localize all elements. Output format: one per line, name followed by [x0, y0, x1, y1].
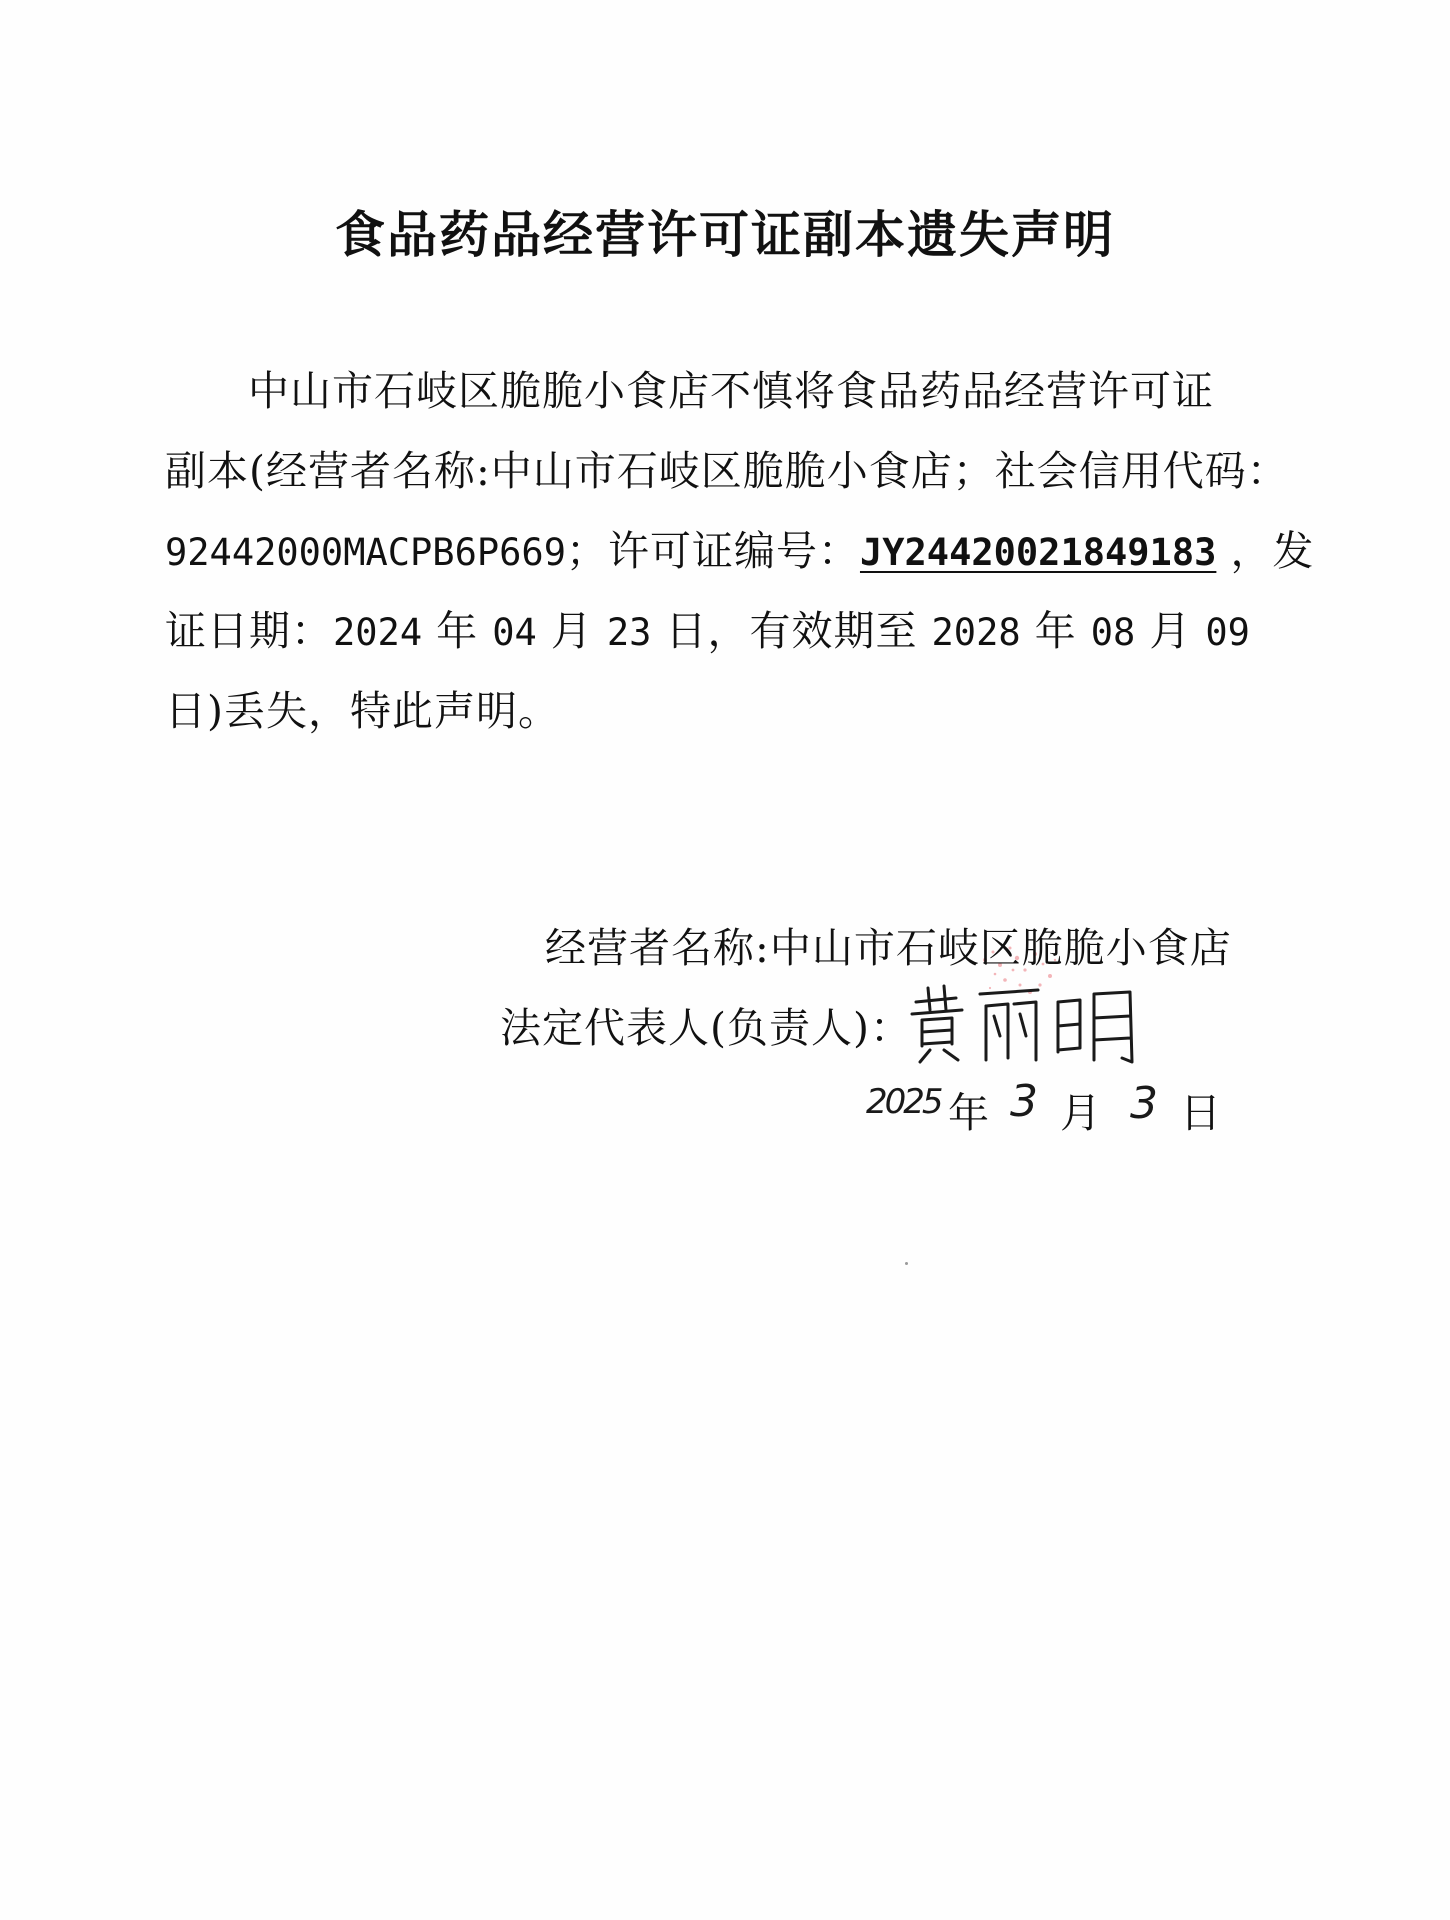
- operator-name-label: 经营者名称:中山市石岐区脆脆小食店: [545, 924, 1232, 972]
- handwritten-year: 2025: [866, 1082, 941, 1122]
- document-title: 食品药品经营许可证副本遗失声明: [335, 206, 1115, 264]
- handwritten-month: 3: [1010, 1076, 1038, 1127]
- year-char: 年: [436, 607, 479, 655]
- date-year-label: 年: [948, 1089, 989, 1137]
- valid-month: 08: [1090, 611, 1136, 654]
- issue-year: 2024: [333, 611, 423, 654]
- issue-month: 04: [492, 611, 537, 654]
- month-char-2: 月: [1149, 607, 1192, 655]
- legal-rep-label: 法定代表人(负责人)：: [500, 1004, 912, 1052]
- month-char: 月: [550, 607, 593, 655]
- body-line-2: 副本(经营者名称:中山市石岐区脆脆小食店；社会信用代码：: [165, 447, 1289, 495]
- valid-day: 09: [1205, 611, 1250, 654]
- body-line-3: [165, 518, 1314, 577]
- line3-end: ，发: [1230, 527, 1315, 575]
- handwritten-day: 3: [1130, 1078, 1158, 1129]
- year-char-2: 年: [1034, 607, 1077, 655]
- date-month-label: 月: [1060, 1089, 1101, 1137]
- signature-date: [860, 1070, 1240, 1140]
- issue-day: 23: [606, 611, 652, 654]
- scan-speck: [905, 1262, 908, 1265]
- body-line-5: 日)丢失，特此声明。: [165, 687, 560, 735]
- credit-code: 92442000MACPB6P669: [165, 531, 566, 574]
- date-day-label: 日: [1180, 1089, 1221, 1137]
- body-line-4: [165, 598, 1250, 657]
- issue-date-label: 证日期：: [165, 607, 333, 655]
- license-number: JY24420021849183: [859, 531, 1217, 574]
- license-label: ；许可证编号：: [565, 527, 860, 575]
- body-line-1: 中山市石岐区脆脆小食店不慎将食品药品经营许可证: [248, 367, 1214, 415]
- valid-label: 日，有效期至: [665, 607, 918, 655]
- valid-year: 2028: [931, 611, 1021, 654]
- handwritten-signature: [908, 980, 1148, 1070]
